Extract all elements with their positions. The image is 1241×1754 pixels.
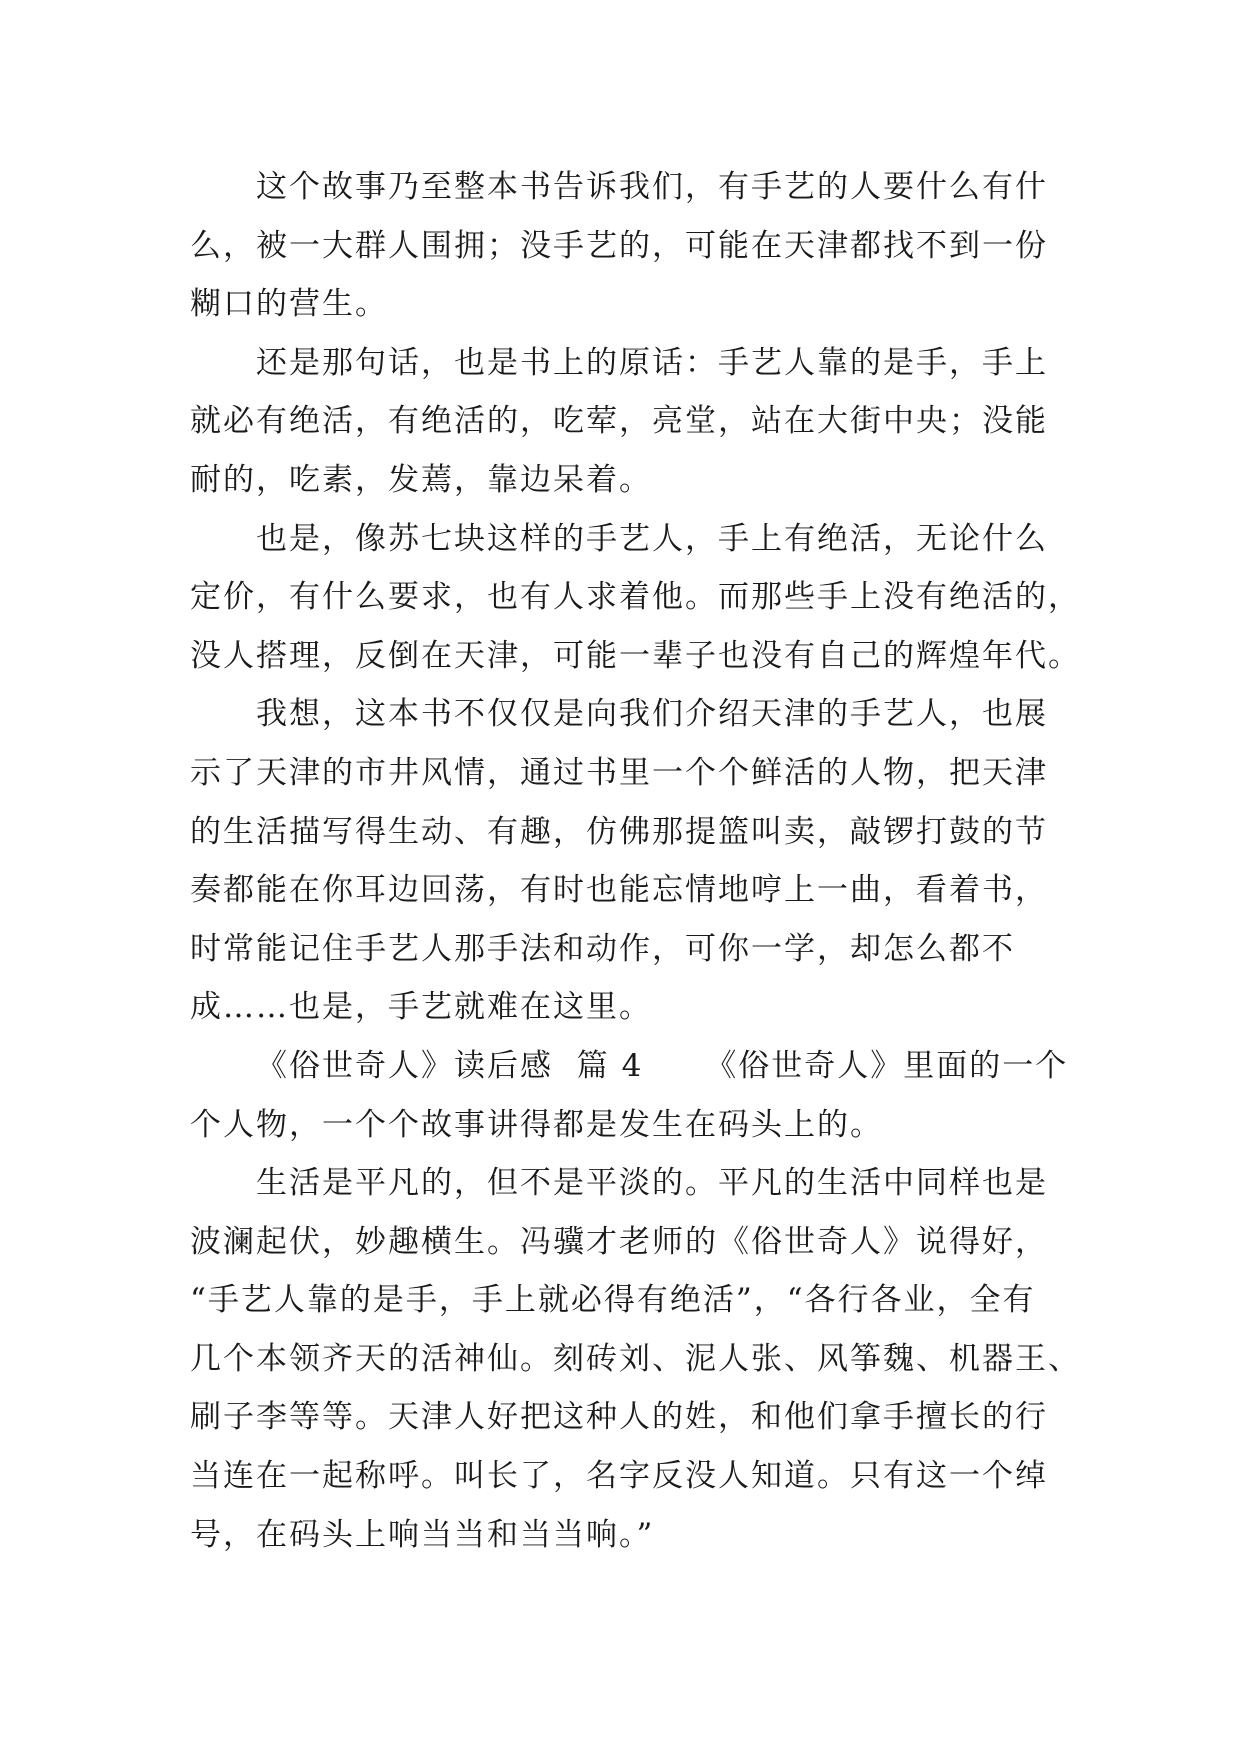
heading-section-number: 篇 4 — [576, 1047, 644, 1084]
paragraph-line: 就必有绝活，有绝活的，吃荤，亮堂，站在大街中央；没能 — [190, 403, 1048, 440]
paragraph-line: 几个本领齐天的活神仙。刻砖刘、泥人张、风筝魏、机器王、 — [190, 1340, 1081, 1377]
paragraph-line: 么，被一大群人围拥；没手艺的，可能在天津都找不到一份 — [190, 227, 1048, 264]
paragraph-line: 定价，有什么要求，也有人求着他。而那些手上没有绝活的， — [190, 579, 1081, 616]
paragraph-line: 没人搭理，反倒在天津，可能一辈子也没有自己的辉煌年代。 — [190, 637, 1081, 674]
paragraph-line: 还是那句话，也是书上的原话：手艺人靠的是手，手上 — [256, 344, 1048, 381]
paragraph-line: “手艺人靠的是手，手上就必得有绝活”，“各行各业，全有 — [190, 1282, 1036, 1319]
paragraph-line: 刷子李等等。天津人好把这种人的姓，和他们拿手擅长的行 — [190, 1399, 1048, 1436]
paragraph-line: 也是，像苏七块这样的手艺人，手上有绝活，无论什么 — [256, 520, 1048, 557]
paragraph-line: 成……也是，手艺就难在这里。 — [190, 989, 652, 1026]
heading-title: 《俗世奇人》读后感 — [256, 1047, 553, 1084]
paragraph-line: 波澜起伏，妙趣横生。冯骥才老师的《俗世奇人》说得好， — [190, 1223, 1048, 1260]
paragraph-line: 时常能记住手艺人那手法和动作，可你一学，却怎么都不 — [190, 930, 1015, 967]
paragraph-line: 示了天津的市井风情，通过书里一个个鲜活的人物，把天津 — [190, 754, 1048, 791]
paragraph-line: 糊口的营生。 — [190, 286, 388, 323]
paragraph-line: 号，在码头上响当当和当当响。” — [190, 1516, 655, 1553]
section-heading — [190, 1037, 1069, 1096]
body-text — [190, 158, 1081, 1564]
paragraph-line: 这个故事乃至整本书告诉我们，有手艺的人要什么有什 — [256, 169, 1048, 205]
paragraph-line: 我想，这本书不仅仅是向我们介绍天津的手艺人，也展 — [256, 696, 1048, 733]
paragraph-line: 耐的，吃素，发蔫，靠边呆着。 — [190, 461, 652, 498]
paragraph-line: 个人物，一个个故事讲得都是发生在码头上的。 — [190, 1106, 883, 1143]
paragraph-line: 奏都能在你耳边回荡，有时也能忘情地哼上一曲，看着书， — [190, 872, 1048, 909]
heading-continuation: 《俗世奇人》里面的一个 — [705, 1047, 1069, 1084]
paragraph-line: 生活是平凡的，但不是平淡的。平凡的生活中同样也是 — [256, 1165, 1048, 1202]
paragraph-line: 当连在一起称呼。叫长了，名字反没人知道。只有这一个绰 — [190, 1458, 1048, 1495]
paragraph-line: 的生活描写得生动、有趣，仿佛那提篮叫卖，敲锣打鼓的节 — [190, 813, 1048, 850]
